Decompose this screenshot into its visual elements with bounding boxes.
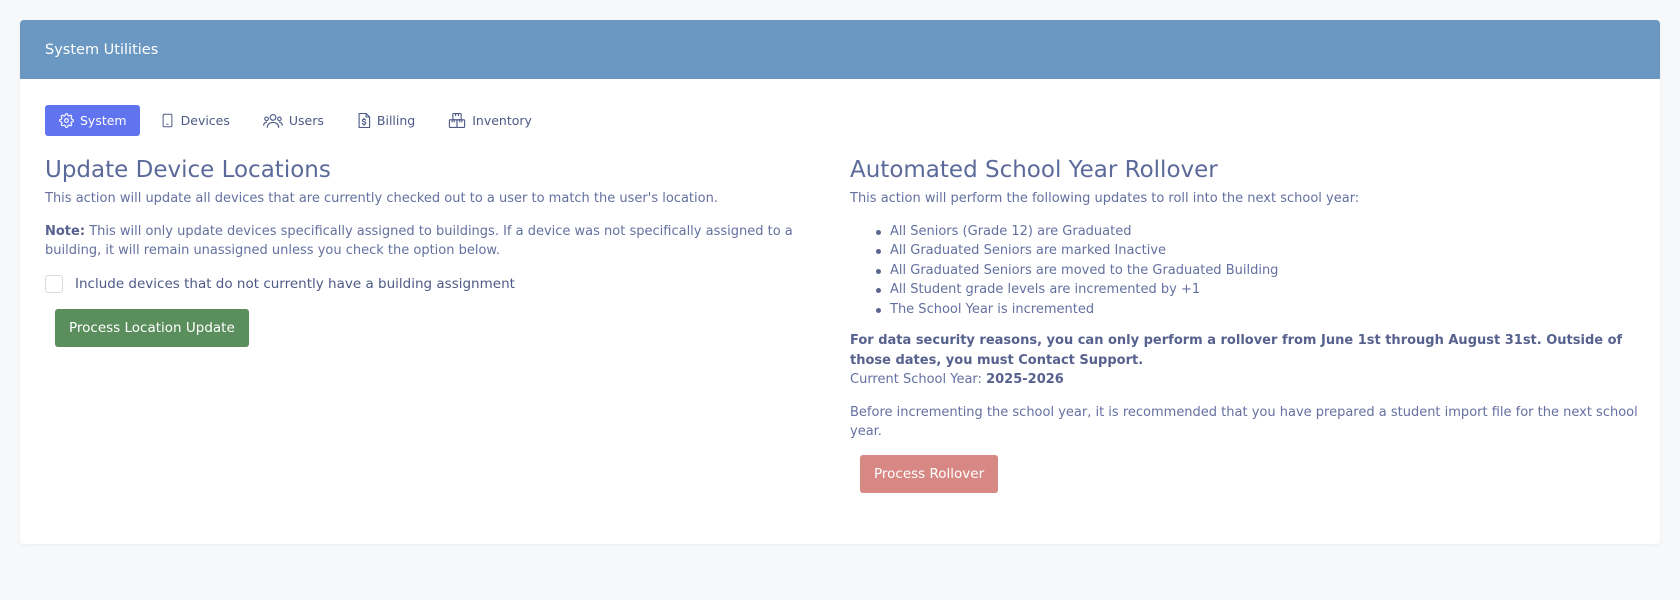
tab-billing-label: Billing [376,113,416,128]
tab-billing[interactable] [343,105,428,136]
include-unassigned-label[interactable]: Include devices that do not currently have a building assignment [75,275,515,292]
tab-inventory[interactable] [434,105,545,136]
boxes-icon [448,112,466,129]
current-school-year-value: 2025-2026 [986,372,1064,387]
note-label: Note: [45,223,86,239]
include-unassigned-row [45,275,805,293]
rollover-title: Automated School Year Rollover [850,157,1218,183]
location-update-section [45,155,805,347]
invoice-dollar-icon [357,112,371,129]
process-rollover-button[interactable]: Process Rollover [860,455,998,493]
tab-bar [45,105,551,136]
rollover-recommendation: Before incrementing the school year, it is recommended that you have prepared a student import file for the next school year. [850,404,1638,439]
current-school-year-label: Current School Year: [850,372,982,387]
tab-system-label: System [80,113,127,128]
tablet-icon [160,112,175,129]
tab-users-label: Users [288,113,324,128]
gear-icon [59,113,74,128]
location-update-title: Update Device Locations [45,157,331,183]
current-school-year [850,370,1650,390]
rollover-steps-list [890,222,1650,320]
tab-system[interactable] [45,105,140,136]
rollover-date-warning: For data security reasons, you can only perform a rollover from June 1st through August 31st. Outside of those dates, you must Contact Support. [850,333,1623,368]
system-utilities-card [20,20,1660,544]
tab-devices-label: Devices [180,113,230,128]
rollover-description: This action will perform the following updates to roll into the next school year: [850,191,1360,206]
rollover-section [850,155,1650,493]
include-unassigned-checkbox[interactable] [45,275,63,293]
list-item: All Graduated Seniors are moved to the Graduated Building [890,261,1650,281]
process-location-update-button[interactable]: Process Location Update [55,309,249,347]
tab-devices[interactable] [146,105,243,136]
list-item: All Graduated Seniors are marked Inactive [890,241,1650,261]
card-header [20,20,1660,79]
location-update-note [45,222,805,261]
list-item: All Seniors (Grade 12) are Graduated [890,222,1650,242]
location-update-description: This action will update all devices that are currently checked out to a user to match the user's location. [45,191,718,206]
tab-inventory-label: Inventory [472,113,532,128]
list-item: All Student grade levels are incremented by +1 [890,280,1650,300]
users-icon [263,113,283,129]
page-title: System Utilities [45,41,159,58]
tab-users[interactable] [249,105,337,136]
note-text: This will only update devices specifically assigned to buildings. If a device was not specifically assigned to a building, it will remain unassigned unless you check the option below. [45,223,793,258]
list-item: The School Year is incremented [890,300,1650,320]
